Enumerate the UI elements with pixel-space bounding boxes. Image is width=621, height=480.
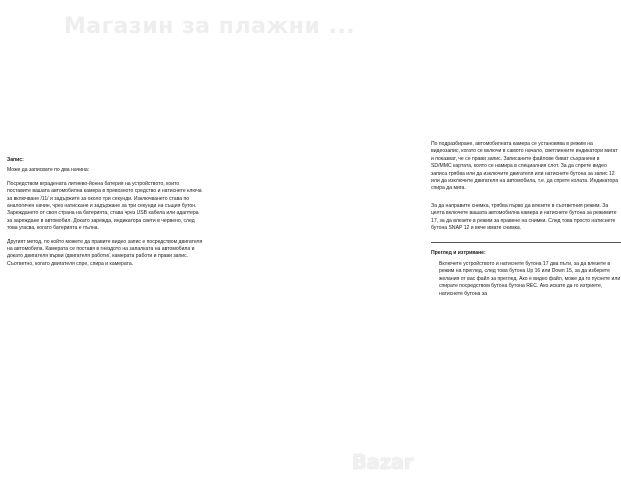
- bazar-logo-watermark: Bazar: [351, 450, 413, 474]
- recording-intro: Може да записвате по два начина:: [7, 167, 90, 174]
- right-column: [431, 141, 621, 304]
- review-delete-paragraph: Включете устройството и натиснете бутона 17 два пъти, за да влезете в режим на преглед, след това бутона Up 16 или Down 15, за да изберете желания от вас файл за преглед. Ако е видео файл, може да го пуснете или спирате посредством бутона бутона REC. Ако искате да го изтриете, натиснете бутона за: [439, 260, 621, 297]
- manual-page-left: [0, 0, 209, 480]
- store-watermark: Магазин за плажни ...: [63, 14, 356, 39]
- recording-engine-paragraph: Другият метод, по който можете да правите видео запис е посредством двигателя на автомобила. Камерата се поставя в гнездото на запалката на автомобила и докато двигателя върви /двигателя работи/, камерата работи и прави запис. Съответно, когато двигателя спре, спира и камерата.: [7, 238, 203, 267]
- section-divider: [431, 242, 621, 243]
- left-column: [7, 157, 203, 274]
- default-video-mode-paragraph: По подразбиране, автомобилната камера се установява в режим на видеозапис, когато се включи в самото начало, светлинните индикатори мигат и показват, че се прави запис. Записаните файлове биват съхранени в SD/MMC картата, която се намира в специалния слот. За да спрете видео записа трябва или да изключите двигателя или натиснете бутона за запис 12 или да изключите двигателя на автомобила, т.е. да спрете колата. Индикатора спира да мига.: [431, 141, 619, 192]
- manual-page-right: [210, 0, 621, 480]
- photo-mode-paragraph: За да направите снимка, трябва първо да влезете в съответния режим. За целта включете вашата автомобилна камера и натиснете бутона за режимите 17, за да влезете в режим за правене на снимки. След това просто натиснете бутона SNAP 12 и вече имате снимка.: [431, 202, 617, 232]
- recording-battery-paragraph: Посредством вградената литиево-йонна батерия на устройството, които поставите вашата автомобилна камера в превозното средство и натиснете ключа за включване /11/ и задържите за около три секунди. Изключването става по аналогичен начин, чрез натискане и задържане за три секунди на същия бутон. Зареждането от своя страна на батерията, става чрез USB кабела или адаптера за зареждане в автомобил. Докато зарежда, индикатора свети в червено, след това угасва, когато батерията е пълна.: [7, 180, 202, 232]
- section-heading-recording: Запис:: [7, 157, 24, 163]
- section-heading-review: Преглед и изтриване:: [431, 250, 486, 257]
